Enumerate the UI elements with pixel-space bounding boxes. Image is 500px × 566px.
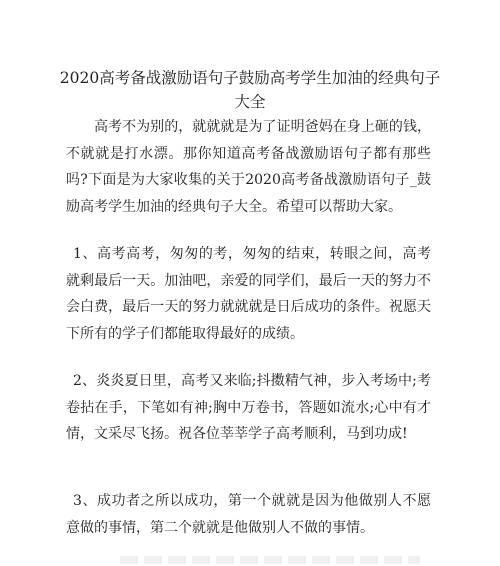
cut-off-text-line: [120, 556, 420, 564]
intro-paragraph: 高考不为别的，就就就是为了证明爸妈在身上砸的钱，不就就是打水漂。那你知道高考备战激励语句子都有那些吗?下面是为大家收集的关于2020高考备战激励语句子_鼓励高考学生加油的经典句子大全。希望可以帮助大家。: [66, 119, 431, 215]
paragraph-3: 3、成功者之所以成功，第一个就就是因为他做别人不愿意做的事情，第二个就就是他做别人不做的事情。: [66, 493, 431, 536]
paragraph-1: 1、高考高考，匆匆的考，匆匆的结束，转眼之间，高考就剩最后一天。加油吧，亲爱的同学们，最后一天的努力不会白费，最后一天的努力就就就是日后成功的条件。祝愿天下所有的学子们都能取得最好的成绩。: [66, 246, 431, 342]
document-title: 2020高考备战激励语句子鼓励高考学生加油的经典句子大全: [59, 69, 441, 111]
paragraph-2: 2、炎炎夏日里，高考又来临;抖擞精气神，步入考场中;考卷拈在手，下笔如有神;胸中万卷书，答题如流水;心中有才情，文采尽飞扬。祝各位莘莘学子高考顺利，马到功成!: [66, 373, 431, 442]
